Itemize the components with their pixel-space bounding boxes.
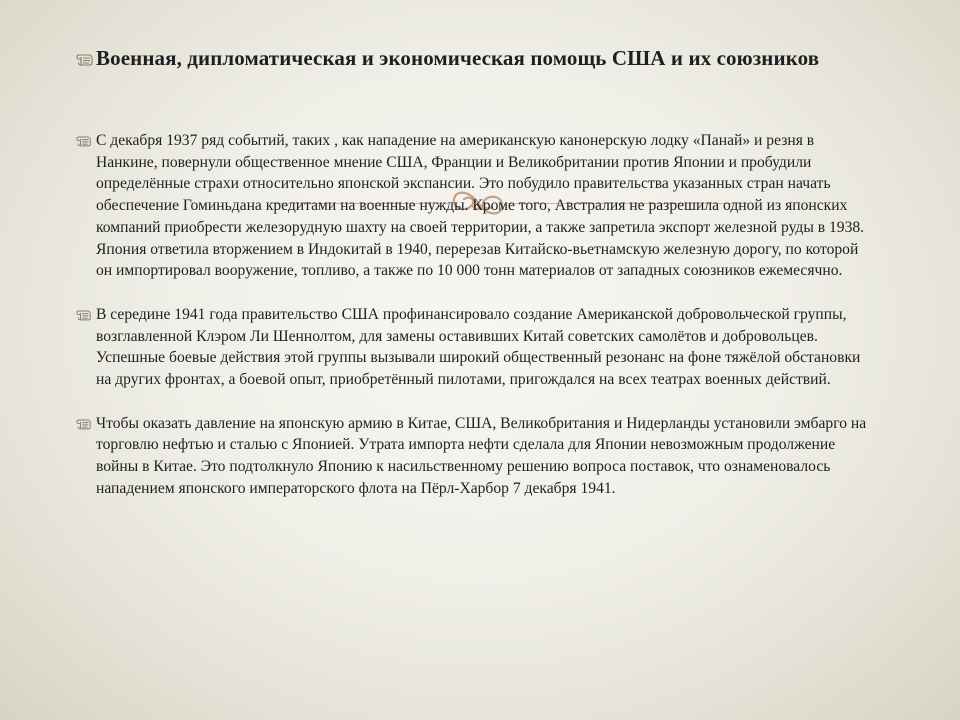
scroll-bullet-icon — [76, 53, 96, 66]
scroll-bullet-icon — [76, 418, 96, 430]
page-title: Военная, дипломатическая и экономическая помощь США и их союзников — [96, 46, 820, 70]
scroll-bullet-icon — [76, 309, 96, 321]
slide-title — [76, 44, 876, 73]
paragraph-text: С декабря 1937 ряд событий, таких , как нападение на американскую канонерскую лодку «Панай» и резня в Нанкине, повернули общественное мнение США, Франции и Великобритании против Японии и пробудили определённые страхи относительно японской экспансии. Это побудило правительства указанных стран начать обеспечение Гоминьдана кредитами на военные нужды. Кроме того, Австралия не разрешила одной из японских компаний приобрести железорудную шахту на своей территории, а также запретила экспорт железной руды в 1938. Япония ответила вторжением в Индокитай в 1940, перерезав Китайско-вьетнамскую железную дорогу, по которой он импортировал вооружение, топливо, а также по 10 000 тонн материалов от западных союзников ежемесячно. — [96, 132, 865, 280]
paragraph-text: Чтобы оказать давление на японскую армию в Китае, США, Великобритания и Нидерланды установили эмбарго на торговлю нефтью и сталью с Японией. Утрата импорта нефти сделала для Японии невозможным продолжение войны в Китае. Это подтолкнуло Японию к насильственному решению вопроса поставок, что ознаменовалось нападением японского императорского флота на Пёрл-Харбор 7 декабря 1941. — [96, 414, 867, 497]
scroll-bullet-icon — [76, 135, 96, 147]
paragraph-text: В середине 1941 года правительство США профинансировало создание Американской добровольческой группы, возглавленной Клэром Ли Шеннолтом, для замены оставивших Китай советских самолётов и добровольцев. Успешные боевые действия этой группы вызывали широкий общественный резонанс на фоне тяжёлой обстановки на других фронтах, а боевой опыт, приобретённый пилотами, пригождался на всех театрах военных действий. — [96, 305, 861, 389]
content-body — [76, 130, 876, 500]
list-item — [76, 413, 876, 500]
list-item — [76, 304, 876, 391]
list-item — [76, 130, 876, 282]
